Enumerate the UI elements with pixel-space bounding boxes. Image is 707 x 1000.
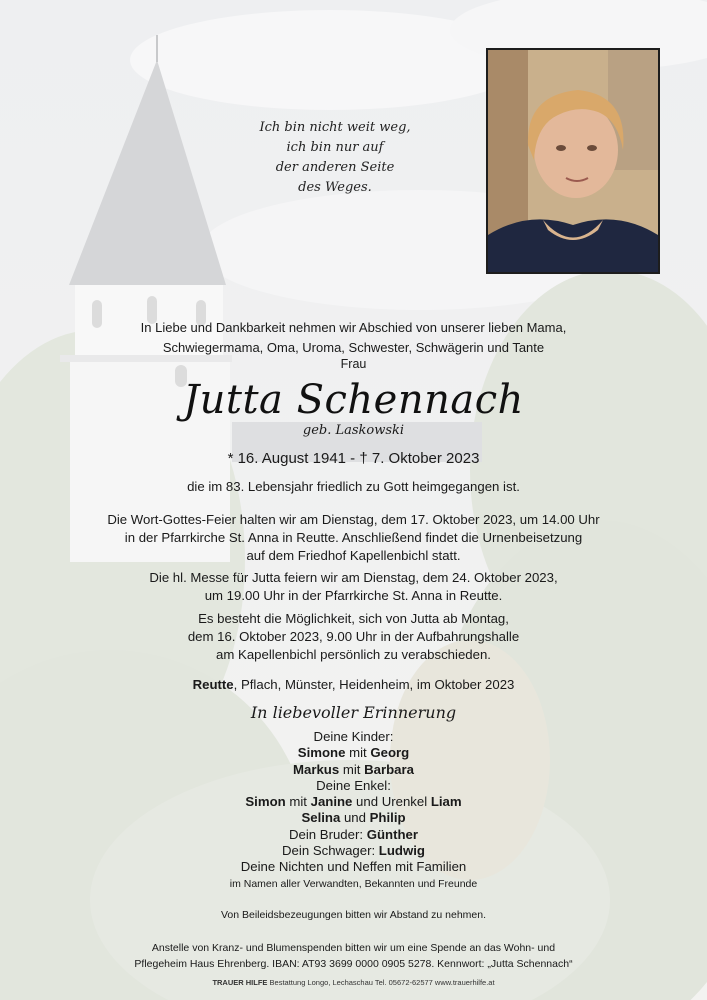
intro-line: Schwiegermama, Oma, Uroma, Schwester, Schwägerin und Tante	[162, 340, 545, 355]
footer-brand: TRAUER HILFE	[212, 978, 268, 987]
maiden-name: geb. Laskowski	[302, 423, 405, 438]
conj: und Urenkel	[352, 794, 431, 810]
donation-line: Anstelle von Kranz- und Blumenspenden bitten wir um eine Spende an das Wohn- und	[151, 942, 556, 954]
poem-line: des Weges.	[298, 180, 372, 195]
brother-in-law-row	[0, 843, 707, 859]
memory-heading: In liebevoller Erinnerung	[250, 703, 457, 722]
grandchild-name: Simon	[245, 794, 286, 810]
places-line	[0, 676, 707, 694]
condolence-note: Von Beileidsbezeugungen bitten wir Abstand zu nehmen.	[220, 909, 487, 921]
ceremony-line: auf dem Friedhof Kapellenbichl statt.	[246, 548, 461, 563]
age-line: die im 83. Lebensjahr friedlich zu Gott heimgegangen ist.	[187, 479, 520, 494]
portrait-illustration	[488, 50, 658, 272]
brother-row	[0, 827, 707, 843]
brother-label: Dein Bruder:	[289, 826, 367, 842]
viewing-text	[0, 610, 707, 664]
relatives-row: im Namen aller Verwandten, Bekannten und Freunde	[229, 877, 478, 890]
viewing-line: Es besteht die Möglichkeit, sich von Jutta ab Montag,	[198, 611, 509, 626]
title-word: Frau	[340, 357, 367, 371]
viewing-line: am Kapellenbichl persönlich zu verabschieden.	[216, 647, 491, 662]
child-row	[0, 745, 707, 761]
mass-line: um 19.00 Uhr in der Pfarrkirche St. Anna in Reutte.	[204, 588, 503, 603]
child-name: Simone	[297, 745, 346, 761]
great-grandchild-name: Liam	[430, 794, 462, 810]
viewing-line: dem 16. Oktober 2023, 9.00 Uhr in der Aufbahrungshalle	[187, 629, 520, 644]
mass-line: Die hl. Messe für Jutta feiern wir am Dienstag, dem 24. Oktober 2023,	[149, 570, 558, 585]
intro-line: In Liebe und Dankbarkeit nehmen wir Abschied von unserer lieben Mama,	[140, 320, 567, 335]
ceremony-line: Die Wort-Gottes-Feier halten wir am Dienstag, dem 17. Oktober 2023, um 14.00 Uhr	[107, 512, 600, 527]
footer-text: Bestattung Longo, Lechaschau Tel. 05672-62577 www.trauerhilfe.at	[267, 978, 495, 987]
ceremony-text	[0, 511, 707, 565]
children-label: Deine Kinder:	[313, 729, 394, 744]
grandchildren-label: Deine Enkel:	[316, 777, 391, 793]
brother-name: Günther	[366, 826, 418, 842]
mass-text	[0, 569, 707, 605]
grandchild-row	[0, 810, 707, 826]
footer	[0, 978, 707, 987]
nieces-row: Deine Nichten und Neffen mit Familien	[240, 859, 467, 875]
family-list	[0, 729, 707, 892]
grandchild-name: Philip	[369, 810, 406, 826]
partner-name: Janine	[310, 794, 353, 810]
place-bold: Reutte	[192, 677, 234, 692]
donation-line: Pflegeheim Haus Ehrenberg. IBAN: AT93 3699 0000 0905 5278. Kennwort: „Jutta Schennach“	[134, 958, 573, 970]
intro-text	[0, 318, 707, 358]
donation-text	[0, 940, 707, 972]
conj: mit	[285, 794, 311, 810]
place-rest: , Pflach, Münster, Heidenheim, im Oktober 2023	[233, 677, 515, 692]
conj: und	[340, 810, 370, 826]
deceased-name: Jutta Schennach	[183, 377, 524, 423]
brother-in-law-name: Ludwig	[378, 843, 425, 859]
poem	[230, 118, 440, 198]
portrait-photo	[486, 48, 660, 274]
brother-in-law-label: Dein Schwager:	[282, 843, 379, 859]
poem-line: ich bin nur auf	[286, 140, 384, 155]
poem-line: der anderen Seite	[275, 160, 395, 175]
ceremony-line: in der Pfarrkirche St. Anna in Reutte. Anschließend findet die Urnenbeisetzung	[124, 530, 583, 545]
child-row	[0, 762, 707, 778]
life-dates: * 16. August 1941 - † 7. Oktober 2023	[227, 450, 480, 467]
child-name: Markus	[293, 761, 340, 777]
conj: mit	[339, 761, 365, 777]
conj: mit	[345, 745, 371, 761]
poem-line: Ich bin nicht weit weg,	[259, 120, 411, 135]
partner-name: Georg	[370, 745, 410, 761]
grandchild-name: Selina	[301, 810, 341, 826]
grandchild-row	[0, 794, 707, 810]
partner-name: Barbara	[364, 761, 414, 777]
